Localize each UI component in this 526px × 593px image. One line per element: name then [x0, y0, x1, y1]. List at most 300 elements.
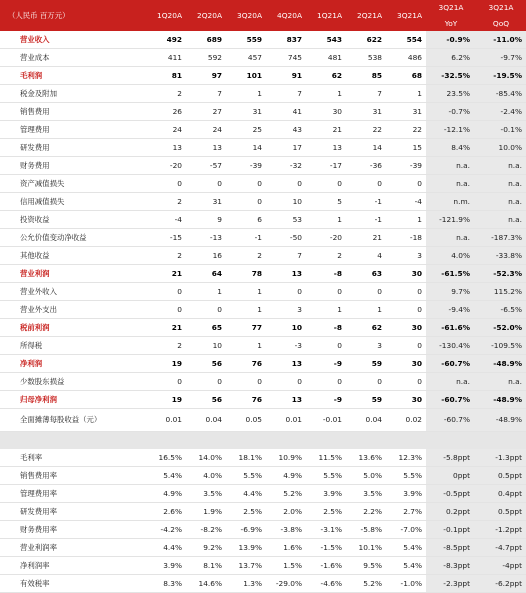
row-label: 信用减值损失 [0, 193, 146, 211]
quarter-value-cell: 78 [226, 265, 266, 283]
quarter-value-cell: 30 [386, 319, 426, 337]
row-label: 少数股东损益 [0, 373, 146, 391]
quarter-value-cell: 2 [146, 247, 186, 265]
yoy-cell: n.a. [426, 373, 476, 391]
yoy-cell: -61.5% [426, 265, 476, 283]
qoq-cell: -48.9% [476, 391, 526, 409]
quarter-value-cell: 21 [346, 229, 386, 247]
separator-cell [426, 432, 476, 450]
quarter-value-cell: 0 [386, 283, 426, 301]
quarter-value-cell: 486 [386, 49, 426, 67]
quarter-value-cell: 0.04 [346, 409, 386, 432]
quarter-value-cell: 0 [346, 175, 386, 193]
quarter-value-cell: 538 [346, 49, 386, 67]
quarter-value-cell: 18.1% [226, 449, 266, 467]
qoq-cell: -52.3% [476, 265, 526, 283]
qoq-cell: -52.0% [476, 319, 526, 337]
quarter-value-cell: 13 [306, 139, 346, 157]
quarter-value-cell: 3 [266, 301, 306, 319]
quarter-value-cell: 19 [146, 355, 186, 373]
table-row [0, 373, 526, 391]
quarter-value-cell: 85 [346, 67, 386, 85]
quarter-value-cell: 1.6% [266, 539, 306, 557]
quarter-value-cell: 1.9% [186, 503, 226, 521]
header-row-top [0, 0, 526, 16]
quarter-value-cell: 837 [266, 31, 306, 49]
yoy-cell: -8.3ppt [426, 557, 476, 575]
table-row [0, 211, 526, 229]
table-row [0, 193, 526, 211]
qoq-cell: n.a. [476, 175, 526, 193]
quarter-value-cell: 4.9% [266, 467, 306, 485]
table-row [0, 521, 526, 539]
quarter-value-cell: -57 [186, 157, 226, 175]
separator-cell [186, 432, 226, 450]
quarter-value-cell: -50 [266, 229, 306, 247]
quarter-value-cell: 0 [146, 175, 186, 193]
row-label: 营业利润 [0, 265, 146, 283]
yoy-cell: -5.8ppt [426, 449, 476, 467]
quarter-value-cell: 1 [386, 85, 426, 103]
quarter-value-cell: 31 [226, 103, 266, 121]
quarter-value-cell: 17 [266, 139, 306, 157]
quarter-value-cell: 21 [306, 121, 346, 139]
quarter-value-cell: 0 [226, 175, 266, 193]
quarter-value-cell: 4.9% [146, 485, 186, 503]
row-label: 其他收益 [0, 247, 146, 265]
quarter-value-cell: 0 [146, 301, 186, 319]
quarter-value-cell: 59 [346, 391, 386, 409]
row-label: 研发费用率 [0, 503, 146, 521]
qoq-cell: 0.5ppt [476, 467, 526, 485]
quarter-value-cell: 41 [266, 103, 306, 121]
quarter-value-cell: 5.5% [386, 467, 426, 485]
quarter-value-cell: -6.9% [226, 521, 266, 539]
yoy-cell: n.a. [426, 229, 476, 247]
quarter-value-cell: -1 [226, 229, 266, 247]
yoy-cell: -60.7% [426, 391, 476, 409]
row-label: 营业外收入 [0, 283, 146, 301]
table-row [0, 503, 526, 521]
quarter-value-cell: 2.5% [226, 503, 266, 521]
row-label: 研发费用 [0, 139, 146, 157]
quarter-header: 3Q21A [386, 0, 426, 31]
row-label: 销售费用率 [0, 467, 146, 485]
quarter-value-cell: 3.9% [306, 485, 346, 503]
quarter-value-cell: 5.5% [306, 467, 346, 485]
yoy-cell: -32.5% [426, 67, 476, 85]
table-row [0, 103, 526, 121]
quarter-value-cell: 5.4% [146, 467, 186, 485]
row-label: 税前利润 [0, 319, 146, 337]
quarter-value-cell: 2 [306, 247, 346, 265]
quarter-header: 2Q20A [186, 0, 226, 31]
quarter-value-cell: 1.5% [266, 557, 306, 575]
table-row [0, 557, 526, 575]
quarter-value-cell: -1.0% [386, 575, 426, 593]
row-label: 投资收益 [0, 211, 146, 229]
yoy-cell: -60.7% [426, 355, 476, 373]
quarter-value-cell: 10 [266, 319, 306, 337]
quarter-value-cell: 62 [306, 67, 346, 85]
quarter-value-cell: 13.9% [226, 539, 266, 557]
yoy-cell: -0.7% [426, 103, 476, 121]
qoq-cell: -48.9% [476, 409, 526, 432]
quarter-value-cell: 14 [346, 139, 386, 157]
quarter-value-cell: 22 [386, 121, 426, 139]
quarter-value-cell: 689 [186, 31, 226, 49]
quarter-value-cell: 31 [386, 103, 426, 121]
quarter-value-cell: 0.02 [386, 409, 426, 432]
quarter-value-cell: -20 [146, 157, 186, 175]
quarter-value-cell: -8.2% [186, 521, 226, 539]
section-separator [0, 432, 526, 450]
quarter-value-cell: -0.01 [306, 409, 346, 432]
quarter-value-cell: 5.5% [226, 467, 266, 485]
table-row [0, 575, 526, 593]
quarter-value-cell: 65 [186, 319, 226, 337]
row-label: 资产减值损失 [0, 175, 146, 193]
quarter-value-cell: 16.5% [146, 449, 186, 467]
quarter-value-cell: 2.7% [386, 503, 426, 521]
quarter-header: 1Q20A [146, 0, 186, 31]
quarter-value-cell: 0 [266, 175, 306, 193]
row-label: 毛利润 [0, 67, 146, 85]
yoy-cell: n.m. [426, 193, 476, 211]
row-label: 营业利润率 [0, 539, 146, 557]
quarter-value-cell: 91 [266, 67, 306, 85]
quarter-value-cell: 81 [146, 67, 186, 85]
quarter-value-cell: 5.0% [346, 467, 386, 485]
yoy-cell: 9.7% [426, 283, 476, 301]
row-label: 管理费用率 [0, 485, 146, 503]
table-row [0, 539, 526, 557]
quarter-header: 3Q20A [226, 0, 266, 31]
row-label: 财务费用 [0, 157, 146, 175]
quarter-value-cell: 11.5% [306, 449, 346, 467]
quarter-value-cell: 0 [386, 373, 426, 391]
row-label: 有效税率 [0, 575, 146, 593]
yoy-cell: -12.1% [426, 121, 476, 139]
quarter-value-cell: 3.5% [186, 485, 226, 503]
quarter-value-cell: 3 [386, 247, 426, 265]
table-row [0, 157, 526, 175]
qoq-cell: -1.2ppt [476, 521, 526, 539]
yoy-cell: 4.0% [426, 247, 476, 265]
quarter-value-cell: 43 [266, 121, 306, 139]
table-row [0, 175, 526, 193]
quarter-value-cell: -4 [386, 193, 426, 211]
qoq-cell: n.a. [476, 157, 526, 175]
quarter-value-cell: 0 [306, 373, 346, 391]
quarter-value-cell: -9 [306, 355, 346, 373]
yoy-cell: 0.2ppt [426, 503, 476, 521]
quarter-value-cell: 10 [266, 193, 306, 211]
quarter-value-cell: 2.0% [266, 503, 306, 521]
quarter-value-cell: 481 [306, 49, 346, 67]
table-row [0, 449, 526, 467]
quarter-value-cell: -13 [186, 229, 226, 247]
quarter-value-cell: 0 [346, 283, 386, 301]
yoy-cell: -0.5ppt [426, 485, 476, 503]
separator-cell [306, 432, 346, 450]
table-row [0, 391, 526, 409]
quarter-value-cell: 56 [186, 355, 226, 373]
qoq-cell: -2.4% [476, 103, 526, 121]
quarter-value-cell: -1.5% [306, 539, 346, 557]
quarter-value-cell: 554 [386, 31, 426, 49]
quarter-value-cell: 97 [186, 67, 226, 85]
table-row [0, 85, 526, 103]
quarter-value-cell: 14.6% [186, 575, 226, 593]
quarter-value-cell: 25 [226, 121, 266, 139]
quarter-value-cell: 56 [186, 391, 226, 409]
quarter-value-cell: 30 [386, 355, 426, 373]
quarter-value-cell: 10.1% [346, 539, 386, 557]
table-row [0, 265, 526, 283]
row-label: 归母净利润 [0, 391, 146, 409]
quarter-value-cell: 2 [226, 247, 266, 265]
quarter-value-cell: 21 [146, 319, 186, 337]
quarter-value-cell: 4.0% [186, 467, 226, 485]
quarter-value-cell: 592 [186, 49, 226, 67]
quarter-value-cell: 14 [226, 139, 266, 157]
quarter-value-cell: 22 [346, 121, 386, 139]
quarter-header: 4Q20A [266, 0, 306, 31]
quarter-value-cell: 1 [226, 283, 266, 301]
quarter-value-cell: 2 [146, 337, 186, 355]
quarter-value-cell: 9.2% [186, 539, 226, 557]
table-row [0, 467, 526, 485]
quarter-value-cell: 0 [386, 175, 426, 193]
quarter-value-cell: 30 [386, 391, 426, 409]
qoq-header-bottom: QoQ [476, 16, 526, 31]
quarter-value-cell: 1 [386, 211, 426, 229]
row-label: 营业收入 [0, 31, 146, 49]
quarter-value-cell: 5.4% [386, 539, 426, 557]
quarter-value-cell: 12.3% [386, 449, 426, 467]
qoq-cell: -48.9% [476, 355, 526, 373]
quarter-value-cell: -20 [306, 229, 346, 247]
quarter-value-cell: 457 [226, 49, 266, 67]
quarter-value-cell: 3.9% [386, 485, 426, 503]
yoy-header-bottom: YoY [426, 16, 476, 31]
unit-label: （人民币 百万元） [0, 0, 146, 31]
quarter-value-cell: 76 [226, 391, 266, 409]
quarter-value-cell: 1 [226, 301, 266, 319]
table-row [0, 31, 526, 49]
quarter-value-cell: -8 [306, 319, 346, 337]
table-row [0, 247, 526, 265]
quarter-value-cell: 0 [306, 283, 346, 301]
quarter-value-cell: 1 [306, 211, 346, 229]
table-row [0, 283, 526, 301]
quarter-value-cell: 5 [306, 193, 346, 211]
quarter-value-cell: 0 [306, 337, 346, 355]
yoy-cell: -60.7% [426, 409, 476, 432]
qoq-cell: -1.3ppt [476, 449, 526, 467]
quarter-value-cell: -18 [386, 229, 426, 247]
table-row [0, 139, 526, 157]
yoy-cell: -121.9% [426, 211, 476, 229]
quarter-value-cell: 27 [186, 103, 226, 121]
quarter-value-cell: 7 [186, 85, 226, 103]
quarter-value-cell: 13.6% [346, 449, 386, 467]
quarter-value-cell: 19 [146, 391, 186, 409]
quarter-value-cell: 0 [146, 283, 186, 301]
row-label: 营业外支出 [0, 301, 146, 319]
quarter-value-cell: 53 [266, 211, 306, 229]
quarter-value-cell: 24 [146, 121, 186, 139]
qoq-cell: 10.0% [476, 139, 526, 157]
row-label: 管理费用 [0, 121, 146, 139]
quarter-value-cell: 14.0% [186, 449, 226, 467]
quarter-value-cell: 0 [386, 301, 426, 319]
table-row [0, 301, 526, 319]
quarter-value-cell: -4 [146, 211, 186, 229]
quarter-value-cell: -39 [226, 157, 266, 175]
quarter-value-cell: 7 [346, 85, 386, 103]
quarter-value-cell: 30 [386, 265, 426, 283]
quarter-value-cell: 2 [146, 85, 186, 103]
qoq-cell: 0.5ppt [476, 503, 526, 521]
quarter-value-cell: 62 [346, 319, 386, 337]
table-row [0, 355, 526, 373]
quarter-value-cell: 2.2% [346, 503, 386, 521]
qoq-cell: -11.0% [476, 31, 526, 49]
quarter-value-cell: 5.4% [386, 557, 426, 575]
separator-cell [346, 432, 386, 450]
quarter-value-cell: 13 [266, 391, 306, 409]
quarter-value-cell: 13.7% [226, 557, 266, 575]
quarter-value-cell: 3.5% [346, 485, 386, 503]
row-label: 净利润率 [0, 557, 146, 575]
quarter-value-cell: 1 [306, 301, 346, 319]
qoq-cell: n.a. [476, 373, 526, 391]
row-label: 营业成本 [0, 49, 146, 67]
separator-cell [386, 432, 426, 450]
yoy-header-top: 3Q21A [426, 0, 476, 16]
table-row [0, 337, 526, 355]
quarter-value-cell: 0 [266, 373, 306, 391]
quarter-value-cell: -32 [266, 157, 306, 175]
quarter-value-cell: 1.3% [226, 575, 266, 593]
yoy-cell: n.a. [426, 175, 476, 193]
quarter-value-cell: 4 [346, 247, 386, 265]
qoq-cell: -6.2ppt [476, 575, 526, 593]
quarter-value-cell: 1 [226, 85, 266, 103]
quarter-value-cell: -7.0% [386, 521, 426, 539]
quarter-value-cell: 745 [266, 49, 306, 67]
quarter-value-cell: 0 [266, 283, 306, 301]
quarter-value-cell: -3.1% [306, 521, 346, 539]
row-label: 财务费用率 [0, 521, 146, 539]
qoq-cell: -109.5% [476, 337, 526, 355]
quarter-value-cell: 0 [186, 301, 226, 319]
quarter-value-cell: 59 [346, 355, 386, 373]
row-label: 净利润 [0, 355, 146, 373]
quarter-value-cell: 15 [386, 139, 426, 157]
qoq-cell: 0.4ppt [476, 485, 526, 503]
row-label: 毛利率 [0, 449, 146, 467]
qoq-cell: -19.5% [476, 67, 526, 85]
row-label: 所得税 [0, 337, 146, 355]
quarter-value-cell: 1 [306, 85, 346, 103]
quarter-value-cell: 0 [306, 175, 346, 193]
quarter-value-cell: 4.4% [146, 539, 186, 557]
quarter-value-cell: 0 [186, 373, 226, 391]
table-row [0, 409, 526, 432]
quarter-value-cell: -15 [146, 229, 186, 247]
quarter-value-cell: 10 [186, 337, 226, 355]
qoq-cell: -9.7% [476, 49, 526, 67]
quarter-value-cell: 543 [306, 31, 346, 49]
quarter-value-cell: -5.8% [346, 521, 386, 539]
quarter-value-cell: 0.01 [146, 409, 186, 432]
qoq-cell: -33.8% [476, 247, 526, 265]
quarter-value-cell: 76 [226, 355, 266, 373]
quarter-value-cell: 1 [346, 301, 386, 319]
quarter-value-cell: 1 [186, 283, 226, 301]
yoy-cell: -8.5ppt [426, 539, 476, 557]
quarter-value-cell: -1.6% [306, 557, 346, 575]
quarter-value-cell: 0 [346, 373, 386, 391]
quarter-value-cell: 5.2% [266, 485, 306, 503]
quarter-value-cell: 9 [186, 211, 226, 229]
quarter-value-cell: 63 [346, 265, 386, 283]
yoy-cell: -9.4% [426, 301, 476, 319]
yoy-cell: n.a. [426, 157, 476, 175]
quarter-value-cell: -4.6% [306, 575, 346, 593]
quarter-value-cell: 13 [266, 265, 306, 283]
quarter-value-cell: 31 [186, 193, 226, 211]
yoy-cell: -0.1ppt [426, 521, 476, 539]
qoq-cell: -85.4% [476, 85, 526, 103]
quarter-value-cell: -3 [266, 337, 306, 355]
quarter-value-cell: -29.0% [266, 575, 306, 593]
qoq-cell: -187.3% [476, 229, 526, 247]
quarter-value-cell: -1 [346, 211, 386, 229]
quarter-value-cell: 3.9% [146, 557, 186, 575]
quarter-value-cell: -8 [306, 265, 346, 283]
yoy-cell: 0ppt [426, 467, 476, 485]
qoq-cell: -0.1% [476, 121, 526, 139]
table-row [0, 67, 526, 85]
quarter-value-cell: 622 [346, 31, 386, 49]
quarter-value-cell: 0.05 [226, 409, 266, 432]
quarter-value-cell: 5.2% [346, 575, 386, 593]
quarter-header: 2Q21A [346, 0, 386, 31]
quarter-value-cell: 411 [146, 49, 186, 67]
quarter-value-cell: 0 [186, 175, 226, 193]
table-row [0, 121, 526, 139]
quarter-value-cell: 30 [306, 103, 346, 121]
yoy-cell: 8.4% [426, 139, 476, 157]
separator-cell [476, 432, 526, 450]
quarter-value-cell: 31 [346, 103, 386, 121]
quarter-value-cell: 21 [146, 265, 186, 283]
qoq-cell: -4.7ppt [476, 539, 526, 557]
quarter-value-cell: 64 [186, 265, 226, 283]
quarter-value-cell: 13 [186, 139, 226, 157]
qoq-cell: n.a. [476, 211, 526, 229]
quarter-value-cell: 2 [146, 193, 186, 211]
qoq-cell: n.a. [476, 193, 526, 211]
quarter-value-cell: 2.5% [306, 503, 346, 521]
row-label: 公允价值变动净收益 [0, 229, 146, 247]
table-row [0, 49, 526, 67]
qoq-cell: -6.5% [476, 301, 526, 319]
